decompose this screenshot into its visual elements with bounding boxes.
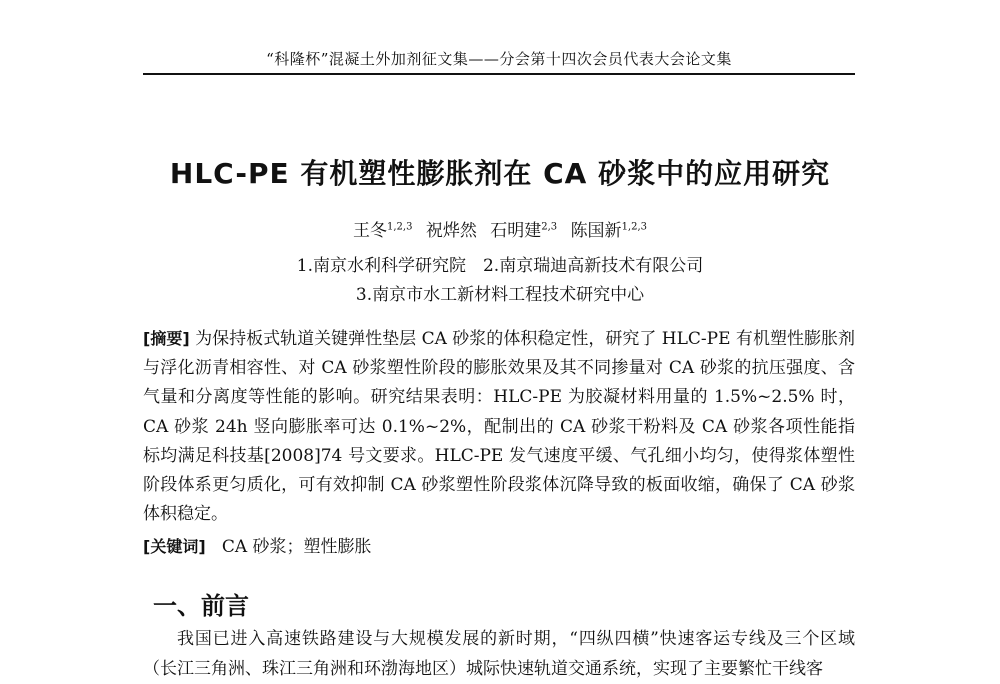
abstract-label: [摘要] bbox=[143, 329, 190, 348]
section-heading: 一、前言 bbox=[153, 592, 249, 620]
abstract-text: 为保持板式轨道关键弹性垫层 CA 砂浆的体积稳定性，研究了 HLC-PE 有机塑性膨胀剂与浮化沥青相容性、对 CA 砂浆塑性阶段的膨胀效果及其不同掺量对 CA 砂浆的抗压强度、含气量和分离度等性能的影响。研究结果表明：HLC-PE 为胶凝材料用量的 1.5%~2.5% 时，CA 砂浆 24h 竖向膨胀率可达 0.1%~2%，配制出的 CA 砂浆干粉料及 CA 砂浆各项性能指标均满足科技基[2008]74 号文要求。HLC-PE 发气速度平缓、气孔细小均匀，使得浆体塑性阶段体系更匀质化，可有效抑制 CA 砂浆塑性阶段浆体沉降导致的板面收缩，确保了 CA 砂浆体积稳定。 bbox=[143, 329, 855, 525]
paper-title: HLC-PE 有机塑性膨胀剂在 CA 砂浆中的应用研究 bbox=[169, 157, 831, 190]
keywords-text: CA 砂浆；塑性膨胀 bbox=[221, 537, 372, 557]
running-header: “科隆杯”混凝土外加剂征文集——分会第十四次会员代表大会论文集 bbox=[266, 50, 732, 68]
section-paragraph: 我国已进入高速铁路建设与大规模发展的新时期，“四纵四横”快速客运专线及三个区域（长江三角洲、珠江三角洲和环渤海地区）城际快速轨道交通系统，实现了主要繁忙干线客 bbox=[143, 629, 855, 679]
author bbox=[353, 221, 412, 241]
keywords-label: [关键词] bbox=[143, 537, 206, 556]
author-name: 祝烨然 bbox=[425, 221, 477, 241]
author-name: 陈国新 bbox=[570, 221, 622, 241]
author-list bbox=[0, 216, 1000, 241]
author bbox=[571, 221, 647, 241]
affiliation-line-1: 1.南京水利科学研究院 2.南京瑞迪高新技术有限公司 bbox=[296, 256, 704, 276]
affiliation-line-2: 3.南京市水工新材料工程技术研究中心 bbox=[355, 285, 645, 305]
keywords bbox=[143, 532, 855, 557]
header-divider bbox=[143, 73, 855, 75]
author bbox=[426, 221, 477, 241]
author-name: 石明建 bbox=[490, 221, 542, 241]
author-affiliation-mark: 1,2,3 bbox=[386, 221, 413, 233]
author-affiliation-mark: 2,3 bbox=[541, 221, 558, 233]
author bbox=[490, 221, 557, 241]
abstract bbox=[143, 324, 855, 529]
author-name: 王冬 bbox=[352, 221, 387, 241]
author-affiliation-mark: 1,2,3 bbox=[621, 221, 648, 233]
